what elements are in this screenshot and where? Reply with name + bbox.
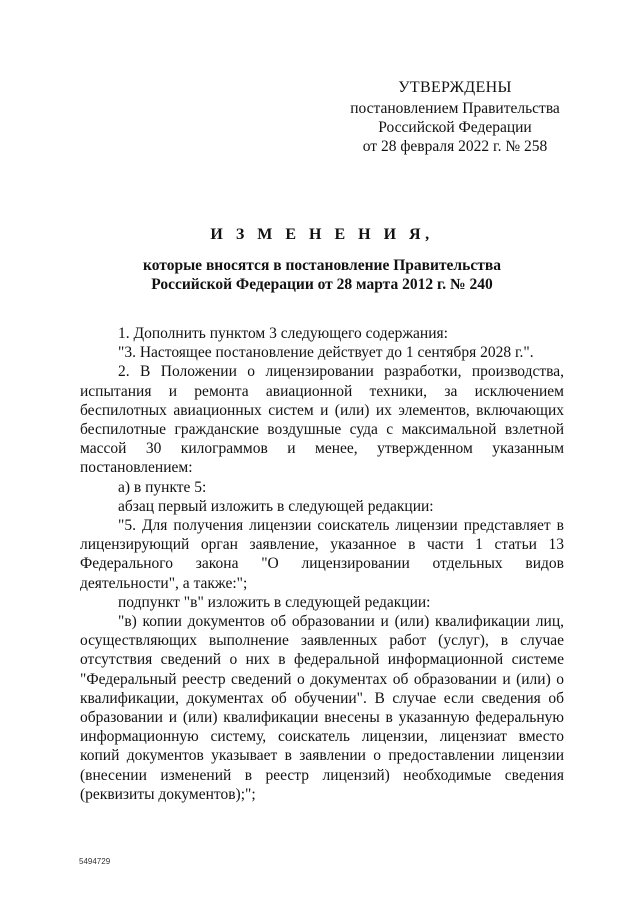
paragraph: "в) копии документов об образовании и (или) квалификации лиц, осуществляющих выполнение заявленных работ (услуг), в случае отсутствия сведений о них в федеральной информационной системе "Федеральный реестр сведений о документах об образовании и (или) о квалификации, документах об обучении". В случае если сведения об образовании и (или) квалификации внесены в указанную федеральную информационную систему, соискатель лицензии, лицензиат вместо копий документов указывает в заявлении о предоставлении лицензии (внесении изменений в реестр лицензий) необходимые сведения (реквизиты документов);";: [80, 613, 564, 803]
footer-document-code: 5494729: [79, 857, 111, 866]
paragraph: абзац первый изложить в следующей редакции:: [118, 497, 434, 515]
paragraph: 2. В Положении о лицензировании разработки, производства, испытания и ремонта авиационной техники, за исключением беспилотных авиационных систем и (или) их элементов, включающих беспилотные гражданские воздушные суда с максимальной взлетной массой 30 килограммов и менее, утвержденном указанным постановлением:: [80, 363, 564, 477]
approval-stamp-block: [340, 78, 570, 156]
paragraph: "3. Настоящее постановление действует до 1 сентября 2028 г.".: [118, 344, 534, 362]
approval-line-1: постановлением Правительства: [350, 100, 560, 117]
paragraph: "5. Для получения лицензии соискатель лицензии представляет в лицензирующий орган заявление, указанное в части 1 статьи 13 Федерального закона "О лицензировании отдельных видов деятельности", а также:";: [80, 517, 564, 592]
document-title: И З М Е Н Е Н И Я,: [210, 226, 434, 243]
paragraph: а) в пункте 5:: [118, 478, 207, 496]
paragraph: подпункт "в" изложить в следующей редакции:: [118, 593, 431, 611]
document-subtitle-line-2: Российской Федерации от 28 марта 2012 г. № 240: [151, 276, 493, 293]
document-subtitle-line-1: которые вносятся в постановление Правительства: [143, 257, 501, 274]
approval-line-3: от 28 февраля 2022 г. № 258: [362, 138, 548, 155]
document-body: [80, 324, 564, 804]
approval-title: УТВЕРЖДЕНЫ: [398, 79, 512, 96]
approval-line-2: Российской Федерации: [378, 119, 532, 136]
document-heading: [80, 226, 564, 294]
paragraph: 1. Дополнить пунктом 3 следующего содержания:: [118, 325, 448, 342]
